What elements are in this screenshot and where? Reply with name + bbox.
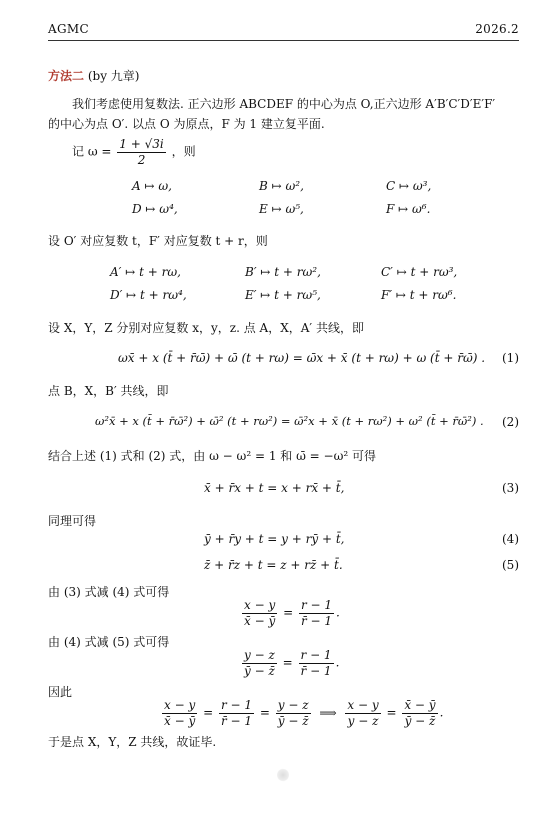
equation-5-number: (5) — [502, 558, 519, 572]
fraction-equation-a — [240, 599, 340, 627]
combine-text: 结合上述 (1) 式和 (2) 式，由 ω − ω² = 1 和 ω̄ = −ω² 可得 — [48, 449, 377, 463]
map-cell: A′ ↦ t + rω, — [110, 265, 181, 279]
denominator: y − z — [347, 713, 379, 728]
omega-definition — [72, 138, 196, 166]
map-cell: E ↦ ω⁵, — [259, 202, 304, 216]
numerator: y − z — [244, 648, 275, 662]
fraction — [299, 599, 334, 627]
header-left: AGMC — [48, 22, 89, 36]
equation-4: ȳ + r̄y + t = y + rȳ + t̄, — [204, 532, 345, 546]
fraction — [299, 649, 334, 677]
conclusion-text: 于是点 X，Y，Z 共线，故证毕. — [48, 735, 217, 749]
b-collinear: 点 B，X，B′ 共线，即 — [48, 384, 169, 398]
subtract-4-5: 由 (4) 式减 (5) 式可得 — [48, 635, 170, 649]
numerator: y − z — [277, 698, 309, 712]
set-xyz: 设 X，Y，Z 分别对应复数 x，y，z. 点 A，X，A′ 共线，即 — [48, 321, 364, 335]
implies-arrow: ⟹ — [319, 705, 337, 720]
numerator: r − 1 — [300, 648, 332, 662]
denominator: ȳ − z̄ — [404, 713, 436, 728]
numerator: x̄ − ȳ — [404, 698, 436, 712]
map-cell: E′ ↦ t + rω⁵, — [245, 288, 321, 302]
equation-2-number: (2) — [502, 415, 519, 429]
fraction — [276, 699, 311, 727]
numerator: r − 1 — [220, 698, 253, 712]
equation-5: z̄ + r̄z + t = z + rz̄ + t̄. — [204, 558, 343, 572]
therefore-text: 因此 — [48, 685, 73, 699]
fraction-equation-b — [240, 649, 339, 677]
equals-sign: = — [259, 705, 270, 720]
equation-3: x̄ + r̄x + t = x + rx̄ + t̄, — [204, 481, 345, 495]
header-rule — [48, 40, 519, 41]
omega-numerator: 1 + √3i — [119, 137, 164, 151]
header-right: 2026.2 — [475, 22, 519, 36]
subtract-3-4: 由 (3) 式减 (4) 式可得 — [48, 585, 170, 599]
fraction — [219, 699, 254, 727]
equals-sign: = — [283, 605, 294, 620]
fraction — [242, 599, 277, 627]
omega-suffix: ，则 — [171, 144, 196, 159]
map-cell: C′ ↦ t + rω³, — [381, 265, 458, 279]
denominator: ȳ − z̄ — [244, 663, 275, 678]
map-cell: D ↦ ω⁴, — [132, 202, 178, 216]
equation-4-number: (4) — [502, 532, 519, 546]
fraction — [162, 699, 197, 727]
map-cell: D′ ↦ t + rω⁴, — [110, 288, 187, 302]
numerator: x − y — [244, 598, 276, 612]
denominator: r̄ − 1 — [300, 663, 332, 678]
equation-1-number: (1) — [502, 351, 519, 365]
fraction-equation-c — [160, 699, 443, 727]
section-attribution: (by 九章) — [84, 69, 140, 83]
numerator: x − y — [347, 698, 379, 712]
omega-denominator: 2 — [137, 152, 146, 167]
similarly-text: 同理可得 — [48, 514, 97, 528]
period: . — [335, 655, 340, 670]
numerator: x − y — [164, 698, 196, 712]
denominator: r̄ − 1 — [220, 713, 253, 728]
intro-line-2: 的中心为点 O′. 以点 O 为原点，F 为 1 建立复平面. — [48, 117, 325, 131]
fraction — [402, 699, 437, 727]
set-o-prime: 设 O′ 对应复数 t，F′ 对应复数 t + r，则 — [48, 234, 268, 248]
omega-fraction — [117, 138, 165, 166]
map-cell: B′ ↦ t + rω², — [245, 265, 321, 279]
equals-sign: = — [282, 655, 293, 670]
map-cell: A ↦ ω, — [132, 179, 172, 193]
intro-line-1: 我们考虑使用复数法. 正六边形 ABCDEF 的中心为点 O,正六边形 A′B′C′D′E′F′ — [72, 97, 496, 111]
denominator: x̄ − ȳ — [164, 713, 196, 728]
section-label: 方法二 — [48, 69, 85, 83]
fraction — [345, 699, 380, 727]
equation-1: ωx̄ + x (t̄ + r̄ω̄) + ω̄ (t + rω) = ω̄x + x̄ (t + rω) + ω (t̄ + r̄ω̄) . — [118, 351, 486, 365]
denominator: x̄ − ȳ — [244, 613, 276, 628]
equation-2: ω²x̄ + x (t̄ + r̄ω̄²) + ω̄² (t + rω²) = ω̄²x + x̄ (t + rω²) + ω² (t̄ + r̄ω̄²) . — [95, 414, 484, 428]
map-cell: F ↦ ω⁶. — [386, 202, 431, 216]
scroll-indicator — [277, 768, 289, 782]
denominator: r̄ − 1 — [300, 613, 333, 628]
period: . — [439, 705, 444, 720]
fraction — [242, 649, 277, 677]
omega-prefix: 记 ω = — [72, 144, 116, 159]
period: . — [336, 605, 340, 620]
equation-3-number: (3) — [502, 481, 519, 495]
equals-sign: = — [386, 705, 397, 720]
denominator: ȳ − z̄ — [277, 713, 309, 728]
map-cell: B ↦ ω², — [259, 179, 304, 193]
numerator: r − 1 — [300, 598, 333, 612]
map-cell: F′ ↦ t + rω⁶. — [381, 288, 457, 302]
map-cell: C ↦ ω³, — [386, 179, 432, 193]
section-heading — [48, 70, 139, 82]
equals-sign: = — [203, 705, 214, 720]
